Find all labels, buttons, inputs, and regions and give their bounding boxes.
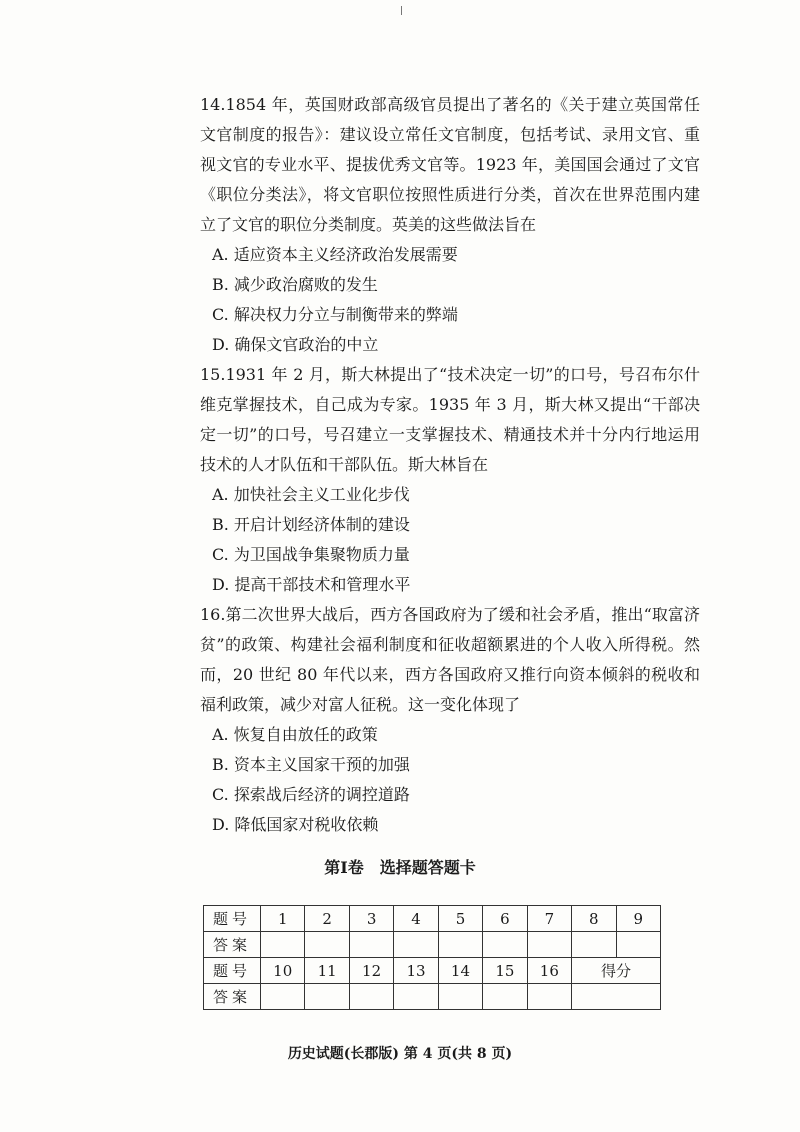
answer-cell[interactable]	[438, 932, 482, 958]
option-d: D. 确保文官政治的中立	[212, 335, 379, 354]
answer-cell[interactable]	[616, 932, 661, 958]
answer-cell[interactable]	[483, 932, 527, 958]
section-label: 第Ⅰ卷	[324, 858, 364, 877]
option-c: C. 为卫国战争集聚物质力量	[212, 545, 410, 564]
answer-cell[interactable]	[572, 932, 616, 958]
question-list	[200, 90, 700, 840]
answer-row-2	[204, 984, 661, 1010]
question-number-cell: 13	[394, 958, 438, 984]
question-number-cell: 9	[616, 906, 661, 932]
answer-cell[interactable]	[349, 932, 393, 958]
top-tick-mark	[401, 6, 402, 15]
question-number-cell: 2	[305, 906, 349, 932]
answer-cell[interactable]	[305, 932, 349, 958]
option-c: C. 探索战后经济的调控道路	[212, 785, 410, 804]
question-14	[200, 90, 700, 360]
answer-cell[interactable]	[394, 932, 438, 958]
question-number-label: 题号	[204, 906, 261, 932]
answer-cell[interactable]	[349, 984, 393, 1010]
question-15	[200, 360, 700, 600]
question-stem: 16.第二次世界大战后，西方各国政府为了缓和社会矛盾，推出“取富济贫”的政策、构建社会福利制度和征收超额累进的个人收入所得税。然而，20 世纪 80 年代以来，西方各国政府又推行向资本倾斜的税收和福利政策，减少对富人征税。这一变化体现了	[200, 605, 700, 714]
question-stem: 14.1854 年，英国财政部高级官员提出了著名的《关于建立英国常任文官制度的报告》：建议设立常任文官制度，包括考试、录用文官、重视文官的专业水平、提拔优秀文官等。1923 年，美国国会通过了文官《职位分类法》，将文官职位按照性质进行分类，首次在世界范围内建立了文官的职位分类制度。英美的这些做法旨在	[200, 95, 700, 234]
question-number-cell: 4	[394, 906, 438, 932]
answer-card-title	[0, 856, 800, 880]
answer-cell[interactable]	[261, 984, 305, 1010]
answer-label: 答案	[204, 984, 261, 1010]
page-footer: 历史试题(长郡版) 第 4 页(共 8 页)	[287, 1046, 513, 1062]
option-c: C. 解决权力分立与制衡带来的弊端	[212, 305, 458, 324]
option-a: A. 恢复自由放任的政策	[212, 725, 378, 744]
option-d: D. 提高干部技术和管理水平	[212, 575, 411, 594]
question-number-cell: 10	[261, 958, 305, 984]
option-a: A. 加快社会主义工业化步伐	[212, 485, 410, 504]
score-cell[interactable]	[572, 984, 661, 1010]
question-number-cell: 5	[438, 906, 482, 932]
option-b: B. 资本主义国家干预的加强	[212, 755, 410, 774]
section-heading: 选择题答题卡	[379, 858, 476, 877]
answer-row-1	[204, 932, 661, 958]
option-a: A. 适应资本主义经济政治发展需要	[212, 245, 458, 264]
question-number-cell: 14	[438, 958, 482, 984]
option-b: B. 开启计划经济体制的建设	[212, 515, 410, 534]
question-stem: 15.1931 年 2 月，斯大林提出了“技术决定一切”的口号，号召布尔什维克掌握技术，自己成为专家。1935 年 3 月，斯大林又提出“干部决定一切”的口号，号召建立一支掌握技术、精通技术并十分内行地运用技术的人才队伍和干部队伍。斯大林旨在	[200, 365, 700, 474]
answer-label: 答案	[204, 932, 261, 958]
answer-cell[interactable]	[261, 932, 305, 958]
answer-cell[interactable]	[394, 984, 438, 1010]
score-label: 得分	[572, 958, 661, 984]
question-number-cell: 15	[483, 958, 527, 984]
answer-cell[interactable]	[305, 984, 349, 1010]
question-number-cell: 3	[349, 906, 393, 932]
question-16	[200, 600, 700, 840]
question-number-cell: 11	[305, 958, 349, 984]
answer-cell[interactable]	[438, 984, 482, 1010]
question-number-row-1	[204, 906, 661, 932]
question-number-cell: 1	[261, 906, 305, 932]
answer-cell[interactable]	[527, 984, 571, 1010]
question-number-cell: 12	[349, 958, 393, 984]
question-number-cell: 6	[483, 906, 527, 932]
question-number-cell: 8	[572, 906, 616, 932]
answer-cell[interactable]	[527, 932, 571, 958]
option-d: D. 降低国家对税收依赖	[212, 815, 379, 834]
question-number-cell: 7	[527, 906, 571, 932]
answer-cell[interactable]	[483, 984, 527, 1010]
question-number-cell: 16	[527, 958, 571, 984]
answer-card-table	[203, 905, 661, 1010]
question-number-label: 题号	[204, 958, 261, 984]
question-number-row-2	[204, 958, 661, 984]
option-b: B. 减少政治腐败的发生	[212, 275, 378, 294]
